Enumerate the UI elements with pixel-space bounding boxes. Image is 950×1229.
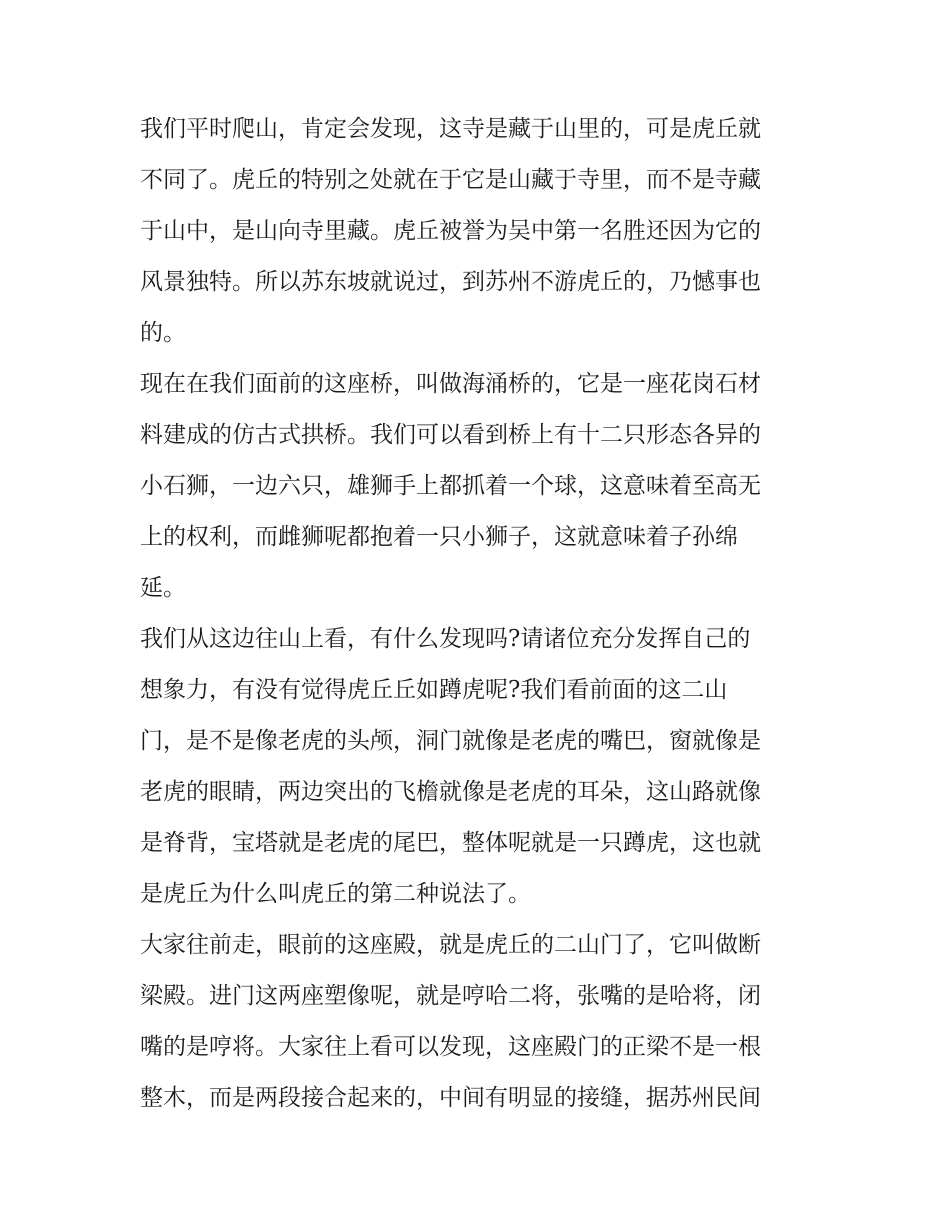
text-line: 风景独特。所以苏东坡就说过，到苏州不游虎丘的，乃憾事也 <box>140 269 761 295</box>
text-line: 老虎的眼睛，两边突出的飞檐就像是老虎的耳朵，这山路就像 <box>140 779 761 805</box>
document-body <box>140 104 815 1124</box>
text-line: 梁殿。进门这两座塑像呢，就是哼哈二将，张嘴的是哈将，闭 <box>140 983 761 1009</box>
text-line: 我们平时爬山，肯定会发现，这寺是藏于山里的，可是虎丘就 <box>140 116 761 142</box>
paragraph-1 <box>140 104 815 359</box>
text-line: 嘴的是哼将。大家往上看可以发现，这座殿门的正梁不是一根 <box>140 1034 761 1060</box>
paragraph-2 <box>140 359 815 614</box>
text-line: 是虎丘为什么叫虎丘的第二种说法了。 <box>140 881 531 907</box>
text-line: 现在在我们面前的这座桥，叫做海涌桥的，它是一座花岗石材 <box>140 371 761 397</box>
text-line: 想象力，有没有觉得虎丘丘如蹲虎呢?我们看前面的这二山 <box>140 677 728 703</box>
text-line: 的。 <box>140 320 186 346</box>
text-line: 延。 <box>140 575 186 601</box>
paragraph-3 <box>140 614 815 920</box>
text-line: 门，是不是像老虎的头颅，洞门就像是老虎的嘴巴，窗就像是 <box>140 728 761 754</box>
text-line: 整木，而是两段接合起来的，中间有明显的接缝，据苏州民间 <box>140 1085 761 1111</box>
text-line: 上的权利，而雌狮呢都抱着一只小狮子，这就意味着子孙绵 <box>140 524 738 550</box>
text-line: 不同了。虎丘的特别之处就在于它是山藏于寺里，而不是寺藏 <box>140 167 761 193</box>
text-line: 于山中，是山向寺里藏。虎丘被誉为吴中第一名胜还因为它的 <box>140 218 761 244</box>
text-line: 大家往前走，眼前的这座殿，就是虎丘的二山门了，它叫做断 <box>140 932 761 958</box>
text-line: 我们从这边往山上看，有什么发现吗?请诸位充分发挥自己的 <box>140 626 751 652</box>
text-line: 是脊背，宝塔就是老虎的尾巴，整体呢就是一只蹲虎，这也就 <box>140 830 761 856</box>
text-line: 小石狮，一边六只，雄狮手上都抓着一个球，这意味着至高无 <box>140 473 761 499</box>
paragraph-4 <box>140 920 815 1124</box>
text-line: 料建成的仿古式拱桥。我们可以看到桥上有十二只形态各异的 <box>140 422 761 448</box>
